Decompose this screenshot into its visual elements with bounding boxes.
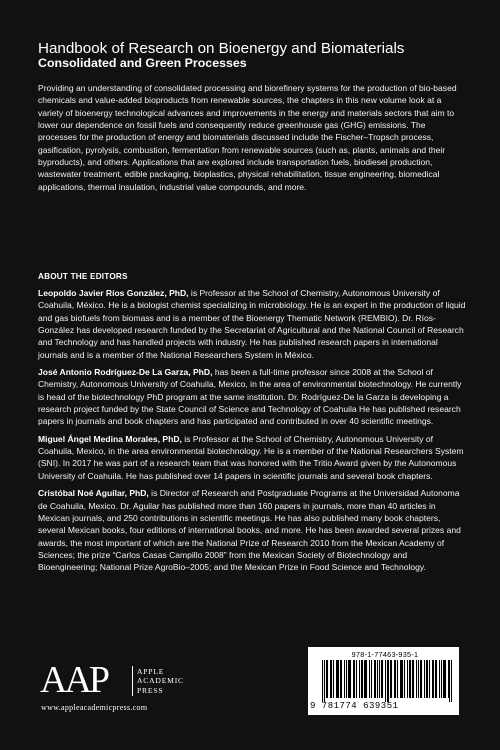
publisher-name-line: APPLE (137, 667, 165, 676)
barcode-bar (374, 660, 375, 698)
barcode-graphic (322, 660, 452, 702)
editor-name: Cristóbal Noé Aguilar, PhD, (38, 488, 149, 499)
barcode-bar (348, 660, 349, 698)
barcode-bar (441, 660, 442, 698)
barcode-bar (424, 660, 425, 698)
publisher-name (137, 667, 184, 695)
barcode-bar (337, 660, 338, 698)
barcode-bar (421, 660, 422, 698)
barcode-bar (344, 660, 345, 698)
barcode-bar (395, 660, 396, 698)
barcode-bar (436, 660, 437, 698)
editor-bio-text: is Director of Research and Postgraduate Programs at the Universidad Autonoma de Coahuila, Mexico. Dr. Aguilar has published more than 160 papers in journals, more than 40 articles in Mexican journals, and 250 contributions in scientific meetings. He has also published many book chapters, several Mexican books, four editions of international books, and more. He has been awarded several prizes and awards, the most important of which are the National Prize of Research 2010 from the Mexican Academy of Sciences; the prize “Carlos Casas Campillo 2008” from the Mexican Society of Biotechnology and Bioengineering; National Prize AgroBio–2005; and the Mexican Prize in Food Science and Technology. (38, 488, 461, 573)
barcode-bar (381, 660, 382, 698)
barcode-bar (390, 660, 391, 698)
barcode-bar (385, 660, 386, 702)
editor-name: Leopoldo Javier Ríos González, PhD, (38, 288, 189, 298)
barcode-bar (420, 660, 421, 698)
barcode-bar (382, 660, 383, 698)
barcode-bar (327, 660, 328, 698)
barcode-bar (439, 660, 440, 698)
barcode-bar (371, 660, 372, 698)
barcode-bar (432, 660, 433, 698)
barcode-bar (361, 660, 362, 698)
logo-divider (132, 666, 133, 696)
barcode-bar (365, 660, 366, 698)
barcode-bar (409, 660, 410, 698)
barcode-bar (338, 660, 339, 698)
barcode-bar (324, 660, 325, 702)
publisher-name-line: PRESS (137, 685, 164, 695)
barcode-bar (448, 660, 449, 698)
barcode-bar (451, 660, 452, 702)
barcode-bar (369, 660, 370, 698)
editors-heading: ABOUT THE EDITORS (38, 272, 128, 281)
barcode-bar (375, 660, 376, 698)
barcode-bar (445, 660, 446, 698)
barcode-bar (330, 660, 331, 698)
barcode-bar (444, 660, 445, 698)
barcode-bar (443, 660, 444, 698)
barcode-bar (397, 660, 398, 698)
book-description: Providing an understanding of consolidated processing and biorefinery systems for the production of bio-based chemicals and value-added bioproducts from renewable sources, the chapters in this new volume look at a variety of bioenergy technological advances and improvements in the energy and materials sectors that aim to lower our dependence on fossil fuels and consequently reduce greenhouse gas (GHG) emissions. The processes for the production of energy and biomaterials discussed include the Fischer–Tropsch process, gasification, pyrolysis, combustion, fermentation from renewable sources (such as, plants, animals and their byproducts), and others. Applications that are explored include transportation fuels, biodiesel production, wastewater treatment, edible packaging, bioplastics, physical rehabilitation, tissue engineering, biomedical applications, thermal insulation, industrial value compounds, and more. (38, 83, 457, 192)
editor-bio (38, 433, 466, 482)
barcode-bar (427, 660, 428, 698)
book-title: Handbook of Research on Bioenergy and Biomaterials (38, 40, 405, 57)
barcode-bar (366, 660, 367, 698)
isbn-barcode (308, 647, 459, 715)
barcode-bar (400, 660, 401, 698)
barcode-bar (435, 660, 436, 698)
barcode-bar (341, 660, 342, 698)
editor-bio-text: is Professor at the School of Chemistry, Autonomous University of Coahuila, México. He is a biologist chemist specializing in microbiology. He is an expert in the production of liquid and gas biofuels from biomass and is a member of the Bioenergy Thematic Network (REMBIO). Dr. Ríos-González has developed research funded by the Secretariat of Agricultural and the National Council of Research and Technology and has handled projects with industry. He has published research papers in international journals and is a member of the National Researchers System in México. (38, 288, 466, 360)
editor-bio (38, 287, 466, 361)
barcode-bar (402, 660, 403, 698)
editor-bio (38, 487, 466, 573)
barcode-bar (387, 660, 388, 702)
barcode-bar (336, 660, 337, 698)
barcode-bar (322, 660, 323, 702)
barcode-bar (407, 660, 408, 698)
barcode-bar (364, 660, 365, 698)
barcode-bar (410, 660, 411, 698)
barcode-bar (418, 660, 419, 698)
barcode-bar (426, 660, 427, 698)
publisher-logo-mark: AAP (40, 659, 108, 701)
barcode-bar (362, 660, 363, 698)
editor-bio-text: is Professor at the School of Chemistry, Autonomous University of Coahuila, Mexico, in the area environmental biotechnology. He is a member of the National Researchers System (SNI). In 2017 he was part of a research team that was honored with the Tritio Award given by the Autonomous University of Coahuila. He has published over 14 papers in scientific journals and several book chapters. (38, 433, 464, 481)
barcode-bar (404, 660, 405, 698)
barcode-digits: 9 781774 639351 (310, 701, 399, 711)
barcode-bar (353, 660, 354, 698)
barcode-bar (388, 660, 389, 702)
barcode-bar (412, 660, 413, 698)
editor-bio (38, 366, 466, 428)
isbn-number: 978-1-77463-935-1 (351, 650, 419, 659)
barcode-bar (340, 660, 341, 698)
editors-list (38, 287, 466, 579)
barcode-bar (349, 660, 350, 698)
barcode-bar (416, 660, 417, 698)
barcode-bar (377, 660, 378, 698)
barcode-bar (333, 660, 334, 698)
publisher-name-line: ACADEMIC (137, 676, 184, 686)
barcode-bar (326, 660, 327, 698)
barcode-bar (331, 660, 332, 698)
editor-name: José Antonio Rodríguez-De La Garza, PhD, (38, 367, 213, 378)
barcode-bar (359, 660, 360, 698)
editor-bio-text: has been a full-time professor since 2008 at the School of Chemistry, Autonomous University of Coahuila, Mexico, in the area of environmental biotechnology. He currently is head of the biotechnology PhD program at the same institution. Dr. Rodríguez-De la Garza is developing a research project funded by the State Council of Science and Technology of Coahuila He has published research papers in journals and book chapters and has participated and contributed in over 40 scientific meetings. (38, 367, 462, 427)
book-subtitle: Consolidated and Green Processes (38, 56, 247, 70)
barcode-bar (379, 660, 380, 698)
barcode-bar (433, 660, 434, 698)
publisher-website: www.appleacademicpress.com (41, 703, 148, 712)
editor-name: Miguel Ángel Medina Morales, PhD, (38, 433, 182, 444)
barcode-bar (429, 660, 430, 698)
barcode-bar (356, 660, 357, 698)
barcode-bar (394, 660, 395, 698)
barcode-bar (401, 660, 402, 698)
barcode-bar (350, 660, 351, 698)
barcode-bar (391, 660, 392, 698)
barcode-bar (346, 660, 347, 698)
barcode-bar (449, 660, 450, 702)
barcode-bar (354, 660, 355, 698)
barcode-bar (413, 660, 414, 698)
